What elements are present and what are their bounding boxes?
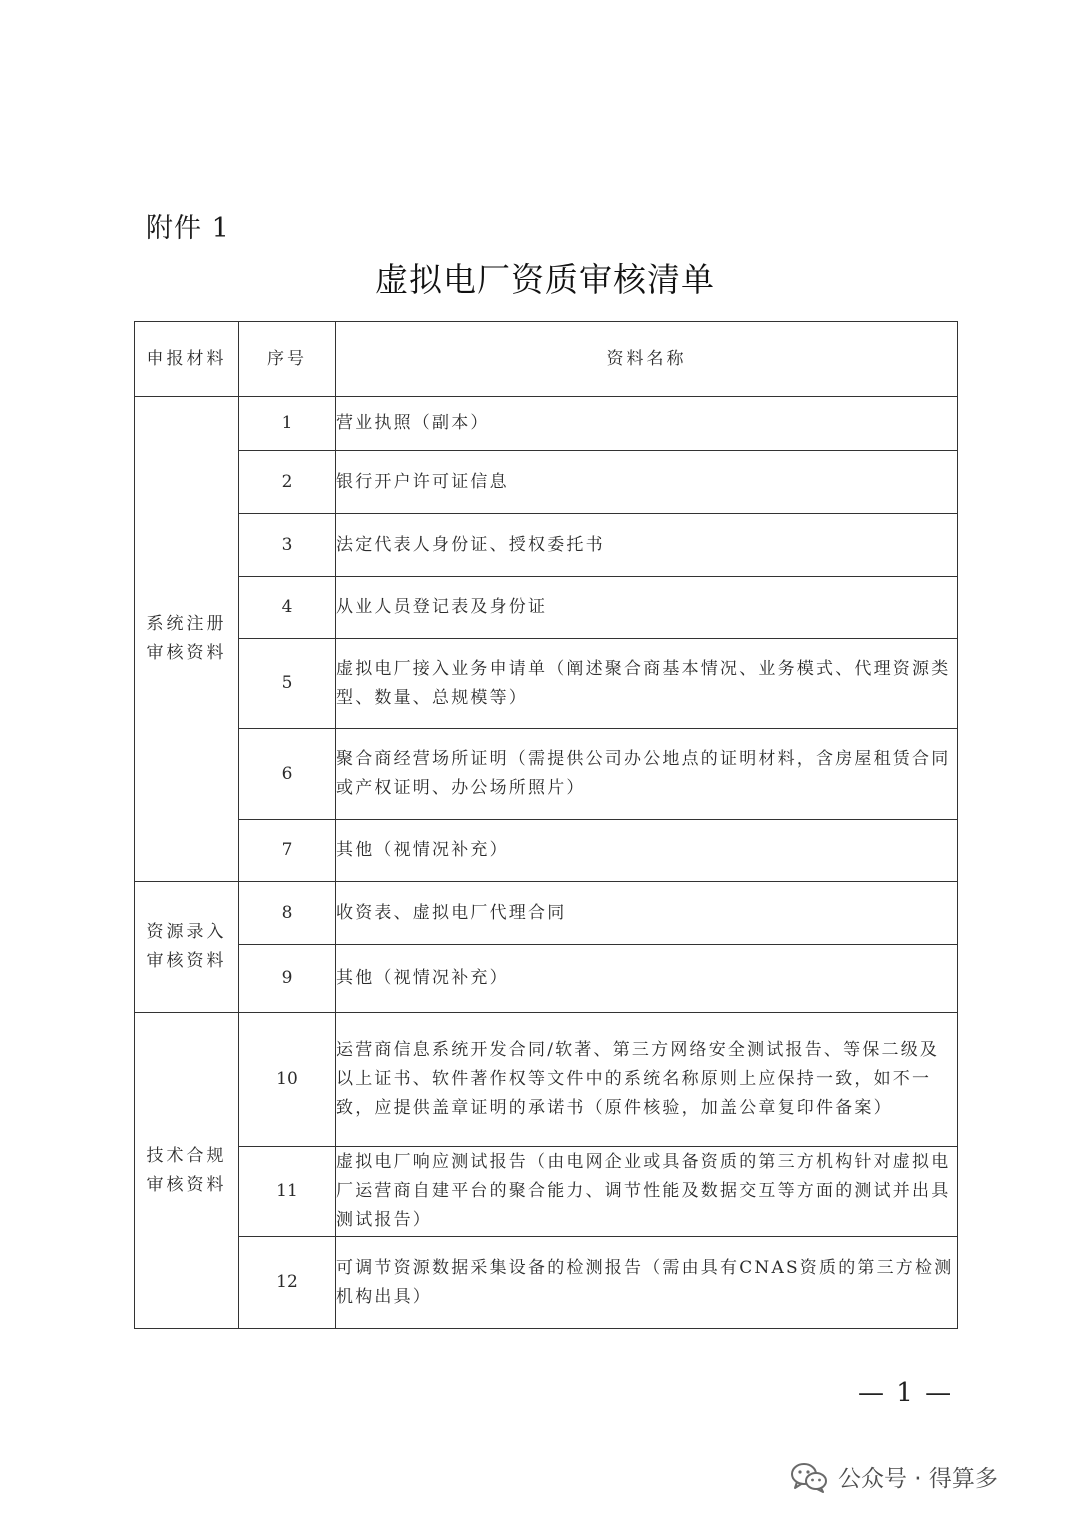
seq-cell: 1 bbox=[239, 397, 336, 451]
page-number: — 1 — bbox=[858, 1378, 954, 1408]
category-label: 系统注册审核资料 bbox=[146, 614, 227, 663]
table-row bbox=[135, 820, 958, 882]
table-row bbox=[135, 451, 958, 514]
wechat-icon bbox=[790, 1461, 828, 1493]
seq-cell: 6 bbox=[239, 729, 336, 820]
seq-cell: 7 bbox=[239, 820, 336, 882]
doc-name-cell: 其他（视情况补充） bbox=[336, 945, 958, 1013]
doc-name-cell: 银行开户许可证信息 bbox=[336, 451, 958, 514]
table-row bbox=[135, 514, 958, 577]
category-cell bbox=[135, 397, 239, 882]
seq-cell: 4 bbox=[239, 577, 336, 639]
table-row bbox=[135, 882, 958, 945]
header-material: 申报材料 bbox=[135, 322, 239, 397]
table-row bbox=[135, 945, 958, 1013]
table-row bbox=[135, 577, 958, 639]
doc-name-cell: 虚拟电厂接入业务申请单（阐述聚合商基本情况、业务模式、代理资源类型、数量、总规模等） bbox=[336, 639, 958, 729]
seq-cell: 2 bbox=[239, 451, 336, 514]
doc-name-cell: 运营商信息系统开发合同/软著、第三方网络安全测试报告、等保二级及以上证书、软件著作权等文件中的系统名称原则上应保持一致，如不一致，应提供盖章证明的承诺书（原件核验，加盖公章复印件备案） bbox=[336, 1013, 958, 1147]
qualification-checklist-table bbox=[134, 321, 958, 1329]
doc-name-cell: 从业人员登记表及身份证 bbox=[336, 577, 958, 639]
header-doc-name: 资料名称 bbox=[336, 322, 958, 397]
table-row bbox=[135, 1237, 958, 1329]
doc-name-cell: 法定代表人身份证、授权委托书 bbox=[336, 514, 958, 577]
category-cell bbox=[135, 1013, 239, 1329]
attachment-label: 附件 1 bbox=[146, 213, 230, 244]
seq-cell: 10 bbox=[239, 1013, 336, 1147]
seq-cell: 8 bbox=[239, 882, 336, 945]
doc-name-cell: 营业执照（副本） bbox=[336, 397, 958, 451]
document-title: 虚拟电厂资质审核清单 bbox=[375, 260, 715, 299]
header-seq: 序号 bbox=[239, 322, 336, 397]
seq-cell: 9 bbox=[239, 945, 336, 1013]
seq-cell: 12 bbox=[239, 1237, 336, 1329]
table-row bbox=[135, 639, 958, 729]
category-label: 技术合规审核资料 bbox=[146, 1145, 227, 1195]
table-row bbox=[135, 729, 958, 820]
seq-cell: 3 bbox=[239, 514, 336, 577]
watermark bbox=[790, 1460, 998, 1493]
doc-name-cell: 聚合商经营场所证明（需提供公司办公地点的证明材料，含房屋租赁合同或产权证明、办公场所照片） bbox=[336, 729, 958, 820]
table-row bbox=[135, 1013, 958, 1147]
table-row bbox=[135, 397, 958, 451]
doc-name-cell: 虚拟电厂响应测试报告（由电网企业或具备资质的第三方机构针对虚拟电厂运营商自建平台的聚合能力、调节性能及数据交互等方面的测试并出具测试报告） bbox=[336, 1147, 958, 1237]
doc-name-cell: 收资表、虚拟电厂代理合同 bbox=[336, 882, 958, 945]
watermark-text: 公众号 · 得算多 bbox=[838, 1466, 998, 1492]
table-row bbox=[135, 1147, 958, 1237]
seq-cell: 5 bbox=[239, 639, 336, 729]
doc-name-cell: 可调节资源数据采集设备的检测报告（需由具有CNAS资质的第三方检测机构出具） bbox=[336, 1237, 958, 1329]
doc-name-cell: 其他（视情况补充） bbox=[336, 820, 958, 882]
category-cell bbox=[135, 882, 239, 1013]
table-header-row bbox=[135, 322, 958, 397]
seq-cell: 11 bbox=[239, 1147, 336, 1237]
category-label: 资源录入审核资料 bbox=[146, 922, 227, 971]
